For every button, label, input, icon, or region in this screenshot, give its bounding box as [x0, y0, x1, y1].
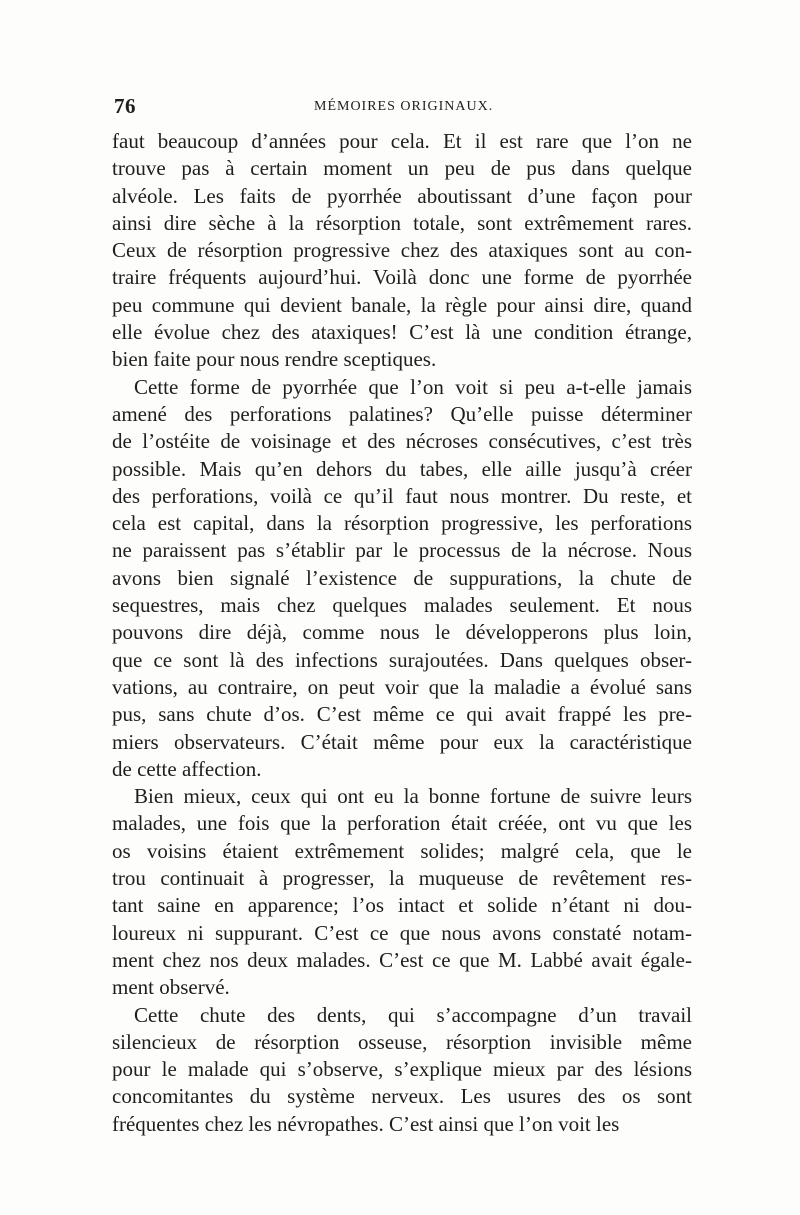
text-line: ainsi dire sèche à la résorption totale, sont extrêmement rares.	[112, 210, 692, 235]
text-line: ne paraissent pas s’établir par le processus de la nécrose. Nous	[112, 538, 692, 563]
paragraph	[112, 783, 692, 1001]
text-line: pus, sans chute d’os. C’est même ce qui avait frappé les pre-	[112, 702, 692, 727]
text-line: des perforations, voilà ce qu’il faut nous montrer. Du reste, et	[112, 483, 692, 508]
text-line: faut beaucoup d’années pour cela. Et il est rare que l’on ne	[112, 129, 692, 153]
text-line: Cette chute des dents, qui s’accompagne d’un travail	[134, 1002, 692, 1027]
text-line: silencieux de résorption osseuse, résorption invisible même	[112, 1029, 692, 1054]
text-line: amené des perforations palatines? Qu’elle puisse déterminer	[112, 401, 692, 426]
text-line: cela est capital, dans la résorption progressive, les perforations	[112, 511, 692, 536]
text-line: miers observateurs. C’était même pour eux la caractéristique	[112, 729, 692, 754]
body-text	[112, 128, 692, 1138]
text-line: avons bien signalé l’existence de suppurations, la chute de	[112, 565, 692, 590]
text-line: fréquentes chez les névropathes. C’est ainsi que l’on voit les	[112, 1111, 620, 1136]
text-line: os voisins étaient extrêmement solides; malgré cela, que le	[112, 838, 692, 863]
paragraph	[112, 374, 692, 783]
text-line: tant saine en apparence; l’os intact et solide n’étant ni dou-	[112, 893, 692, 918]
text-line: sequestres, mais chez quelques malades seulement. Et nous	[112, 593, 692, 618]
text-line: ment chez nos deux malades. C’est ce que M. Labbé avait égale-	[112, 947, 692, 972]
text-line: bien faite pour nous rendre sceptiques.	[112, 347, 437, 372]
text-line: trouve pas à certain moment un peu de pus dans quelque	[112, 156, 692, 181]
paragraph	[112, 128, 692, 374]
text-line: malades, une fois que la perforation était créée, ont vu que les	[112, 811, 692, 836]
text-line: possible. Mais qu’en dehors du tabes, elle aille jusqu’à créer	[112, 456, 692, 481]
text-line: de l’ostéite de voisinage et des nécroses consécutives, c’est très	[112, 429, 692, 454]
text-line: elle évolue chez des ataxiques! C’est là une condition étrange,	[112, 320, 692, 345]
text-line: loureux ni suppurant. C’est ce que nous avons constaté notam-	[112, 920, 692, 945]
text-line: Ceux de résorption progressive chez des ataxiques sont au con-	[112, 238, 692, 263]
page-header	[114, 94, 690, 124]
text-line: ment observé.	[112, 975, 230, 1000]
text-line: Cette forme de pyorrhée que l’on voit si peu a-t-elle jamais	[134, 374, 692, 399]
running-title: MÉMOIRES ORIGINAUX.	[314, 99, 494, 114]
text-line: peu commune qui devient banale, la règle pour ainsi dire, quand	[112, 292, 692, 317]
text-line: concomitantes du système nerveux. Les usures des os sont	[112, 1084, 692, 1109]
text-line: pouvons dire déjà, comme nous le développerons plus loin,	[112, 620, 692, 645]
paragraph	[112, 1002, 692, 1138]
text-line: de cette affection.	[112, 756, 262, 781]
text-line: Bien mieux, ceux qui ont eu la bonne fortune de suivre leurs	[134, 784, 692, 809]
text-line: vations, au contraire, on peut voir que la maladie a évolué sans	[112, 674, 692, 699]
text-line: que ce sont là des infections surajoutées. Dans quelques obser-	[112, 647, 692, 672]
page-number: 76	[114, 94, 136, 118]
text-line: traire fréquents aujourd’hui. Voilà donc une forme de pyorrhée	[112, 265, 692, 290]
text-line: pour le malade qui s’observe, s’explique mieux par des lésions	[112, 1057, 692, 1082]
text-line: alvéole. Les faits de pyorrhée aboutissant d’une façon pour	[112, 183, 692, 208]
text-line: trou continuait à progresser, la muqueuse de revêtement res-	[112, 866, 692, 891]
